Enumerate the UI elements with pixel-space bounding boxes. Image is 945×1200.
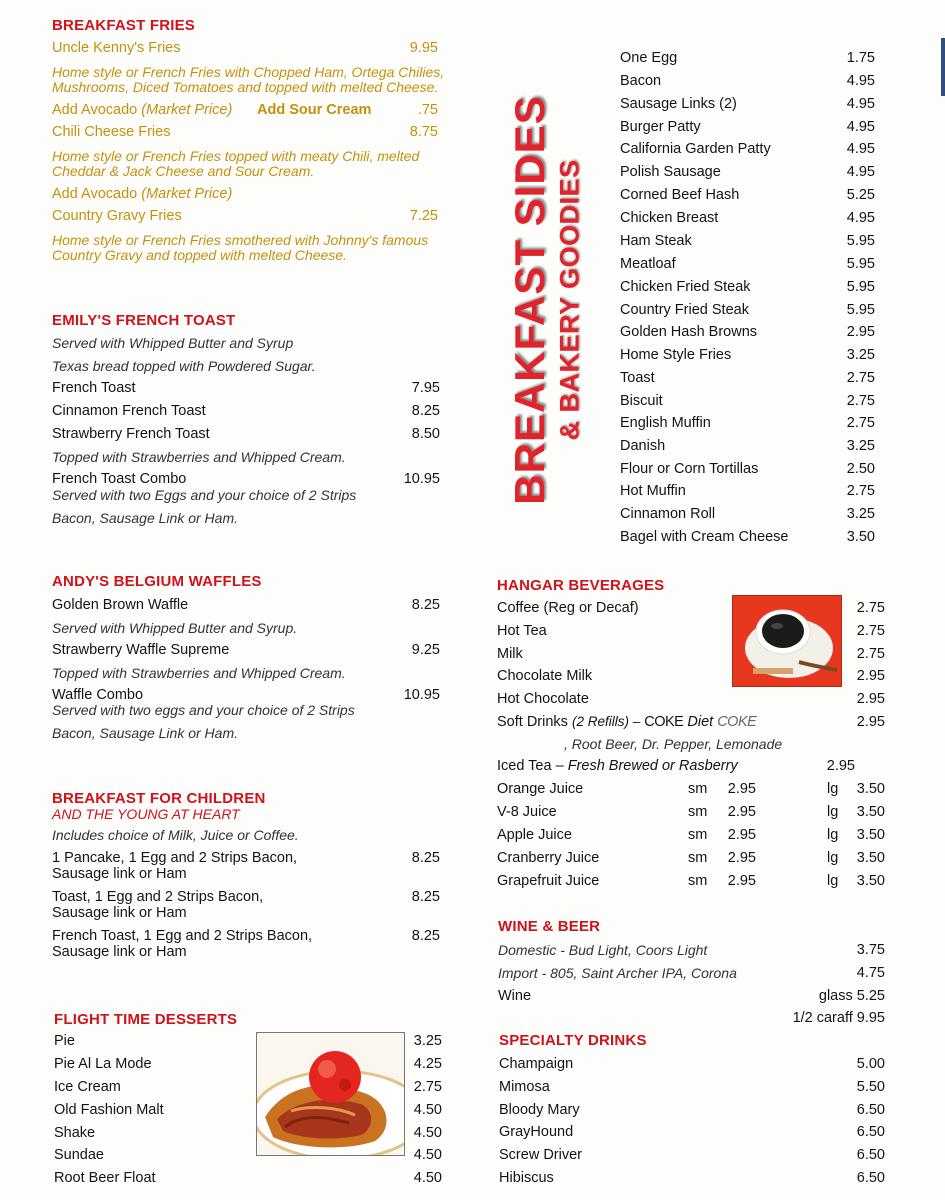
dessert-pie-price: 3.25: [413, 1033, 442, 1049]
children-item-3-line1: French Toast, 1 Egg and 2 Strips Bacon,: [52, 928, 313, 944]
juice-cranberry-lg-label: lg: [827, 850, 839, 866]
side-ham-steak-price: 5.95: [846, 233, 875, 249]
french-toast-combo-name: French Toast Combo: [52, 471, 187, 487]
juice-apple-sm-price: 2.95: [727, 827, 756, 843]
french-toast-combo-desc-1: Served with two Eggs and your choice of 2 Strips: [52, 487, 357, 503]
add-avocado-label-2: Add Avocado: [52, 186, 138, 202]
specialty-champaign-name: Champaign: [499, 1056, 574, 1072]
strawberry-french-toast-desc: Topped with Strawberries and Whipped Cream.: [52, 449, 346, 465]
children-item-2-line1: Toast, 1 Egg and 2 Strips Bacon,: [52, 889, 264, 905]
juice-apple-sm-label: sm: [688, 827, 708, 843]
specialty-bloody-mary-name: Bloody Mary: [499, 1102, 580, 1118]
waffle-combo-price: 10.95: [403, 687, 440, 703]
side-ham-steak-name: Ham Steak: [620, 233, 692, 249]
side-corned-beef-hash-price: 5.25: [846, 187, 875, 203]
french-toast-combo-price: 10.95: [403, 471, 440, 487]
children-item-3-line2: Sausage link or Ham: [52, 944, 187, 960]
pie-photo-image: [257, 1033, 404, 1155]
country-gravy-fries-desc-2: Country Gravy and topped with melted Cheese.: [52, 247, 347, 263]
golden-brown-waffle-name: Golden Brown Waffle: [52, 597, 189, 613]
bev-hot-tea-price: 2.75: [856, 623, 885, 639]
bev-soft-drinks-more: , Root Beer, Dr. Pepper, Lemonade: [564, 736, 783, 752]
children-item-3-price: 8.25: [411, 928, 440, 944]
specialty-mimosa-price: 5.50: [856, 1079, 885, 1095]
side-tortillas-price: 2.50: [846, 461, 875, 477]
dessert-sundae-price: 4.50: [413, 1147, 442, 1163]
side-polish-sausage-name: Polish Sausage: [620, 164, 721, 180]
bev-iced-tea-row: [497, 758, 738, 774]
dessert-root-beer-float-price: 4.50: [413, 1170, 442, 1186]
juice-orange-lg-label: lg: [827, 781, 839, 797]
breakfast-sides-title: BREAKFAST SIDES: [506, 95, 553, 505]
side-english-muffin-name: English Muffin: [620, 415, 711, 431]
side-burger-patty-price: 4.95: [846, 119, 875, 135]
dessert-shake-name: Shake: [54, 1125, 96, 1141]
bev-chocolate-milk-price: 2.95: [856, 668, 885, 684]
add-avocado-label: Add Avocado: [52, 102, 138, 118]
chili-cheese-fries-desc-1: Home style or French Fries topped with meaty Chili, melted: [52, 148, 420, 164]
strawberry-waffle-supreme-price: 9.25: [411, 642, 440, 658]
waffle-combo-desc-1: Served with two eggs and your choice of 2 Strips: [52, 702, 355, 718]
strawberry-waffle-supreme-desc: Topped with Strawberries and Whipped Cream.: [52, 665, 346, 681]
bakery-goodies-title: & BAKERY GOODIES: [554, 159, 585, 441]
dessert-pie-a-la-mode-name: Pie Al La Mode: [54, 1056, 152, 1072]
uncle-kennys-fries-desc-1: Home style or French Fries with Chopped Ham, Ortega Chilies,: [52, 64, 445, 80]
side-burger-patty-name: Burger Patty: [620, 119, 701, 135]
dessert-shake-price: 4.50: [413, 1125, 442, 1141]
uncle-kennys-fries-name: Uncle Kenny's Fries: [52, 40, 181, 56]
juice-orange-sm-price: 2.95: [727, 781, 756, 797]
children-item-1-line1: 1 Pancake, 1 Egg and 2 Strips Bacon,: [52, 850, 298, 866]
side-biscuit-price: 2.75: [846, 393, 875, 409]
bev-coke-label: COKE: [644, 714, 684, 730]
specialty-screw-driver-price: 6.50: [856, 1147, 885, 1163]
side-sausage-links-name: Sausage Links (2): [620, 96, 737, 112]
dessert-sundae-name: Sundae: [54, 1147, 104, 1163]
bev-coffee-name: Coffee (Reg or Decaf): [497, 600, 639, 616]
children-subheading: AND THE YOUNG AT HEART: [52, 806, 240, 822]
add-avocado-row: [52, 102, 232, 118]
strawberry-waffle-supreme-name: Strawberry Waffle Supreme: [52, 642, 230, 658]
wine-caraff-price: 1/2 caraff 9.95: [792, 1010, 885, 1026]
side-toast-name: Toast: [620, 370, 655, 386]
pie-a-la-mode-photo: [256, 1032, 405, 1156]
specialty-grayhound-name: GrayHound: [499, 1124, 574, 1140]
juice-grapefruit-sm-price: 2.95: [727, 873, 756, 889]
juice-cranberry-name: Cranberry Juice: [497, 850, 600, 866]
children-heading: BREAKFAST FOR CHILDREN: [52, 790, 266, 807]
coffee-cup-photo: [732, 595, 842, 687]
side-chicken-breast-name: Chicken Breast: [620, 210, 719, 226]
country-gravy-fries-desc-1: Home style or French Fries smothered with Johnny's famous: [52, 232, 429, 248]
dessert-ice-cream-price: 2.75: [413, 1079, 442, 1095]
juice-cranberry-sm-label: sm: [688, 850, 708, 866]
juice-orange-sm-label: sm: [688, 781, 708, 797]
wine-domestic-price: 3.75: [856, 942, 885, 958]
side-country-fried-steak-price: 5.95: [846, 302, 875, 318]
side-hot-muffin-price: 2.75: [846, 483, 875, 499]
chili-cheese-fries-price: 8.75: [409, 124, 438, 140]
specialty-hibiscus-name: Hibiscus: [499, 1170, 554, 1186]
bev-chocolate-milk-name: Chocolate Milk: [497, 668, 593, 684]
side-home-style-fries-price: 3.25: [846, 347, 875, 363]
side-danish-name: Danish: [620, 438, 666, 454]
french-toast-item-price: 7.95: [411, 380, 440, 396]
bev-iced-tea-desc: Fresh Brewed or Rasberry: [567, 758, 738, 774]
golden-brown-waffle-desc: Served with Whipped Butter and Syrup.: [52, 620, 298, 636]
country-gravy-fries-name: Country Gravy Fries: [52, 208, 182, 224]
juice-orange-lg-price: 3.50: [856, 781, 885, 797]
juice-v8-sm-label: sm: [688, 804, 708, 820]
french-toast-item-name: French Toast: [52, 380, 136, 396]
chili-cheese-fries-desc-2: Cheddar & Jack Cheese and Sour Cream.: [52, 163, 315, 179]
wine-import-price: 4.75: [856, 965, 885, 981]
side-bagel-name: Bagel with Cream Cheese: [620, 529, 789, 545]
children-item-2-price: 8.25: [411, 889, 440, 905]
side-bagel-price: 3.50: [846, 529, 875, 545]
page-edge-strip: [941, 38, 945, 96]
bev-iced-tea-price: 2.95: [826, 758, 855, 774]
side-toast-price: 2.75: [846, 370, 875, 386]
bev-hot-chocolate-name: Hot Chocolate: [497, 691, 589, 707]
side-golden-hash-browns-name: Golden Hash Browns: [620, 324, 758, 340]
add-sour-cream-price: .75: [417, 102, 438, 118]
side-chicken-fried-steak-name: Chicken Fried Steak: [620, 279, 751, 295]
side-english-muffin-price: 2.75: [846, 415, 875, 431]
side-home-style-fries-name: Home Style Fries: [620, 347, 732, 363]
dessert-malt-name: Old Fashion Malt: [54, 1102, 164, 1118]
side-one-egg-name: One Egg: [620, 50, 678, 66]
cinnamon-french-toast-price: 8.25: [411, 403, 440, 419]
side-california-patty-price: 4.95: [846, 141, 875, 157]
specialty-grayhound-price: 6.50: [856, 1124, 885, 1140]
bev-soft-drinks-row: [497, 714, 756, 730]
wine-import-label: Import - 805, Saint Archer IPA, Corona: [498, 965, 737, 981]
beverages-heading: HANGAR BEVERAGES: [497, 577, 665, 594]
french-toast-desc-2: Texas bread topped with Powdered Sugar.: [52, 358, 316, 374]
french-toast-desc-1: Served with Whipped Butter and Syrup: [52, 335, 294, 351]
side-bacon-price: 4.95: [846, 73, 875, 89]
children-item-2-line2: Sausage link or Ham: [52, 905, 187, 921]
juice-v8-name: V-8 Juice: [497, 804, 557, 820]
breakfast-fries-heading: BREAKFAST FRIES: [52, 17, 196, 34]
juice-cranberry-lg-price: 3.50: [856, 850, 885, 866]
side-one-egg-price: 1.75: [846, 50, 875, 66]
juice-orange-name: Orange Juice: [497, 781, 584, 797]
side-bacon-name: Bacon: [620, 73, 662, 89]
french-toast-heading: EMILY'S FRENCH TOAST: [52, 312, 236, 329]
dessert-pie-a-la-mode-price: 4.25: [413, 1056, 442, 1072]
wine-domestic-label: Domestic - Bud Light, Coors Light: [498, 942, 708, 958]
juice-v8-sm-price: 2.95: [727, 804, 756, 820]
side-chicken-fried-steak-price: 5.95: [846, 279, 875, 295]
side-cinnamon-roll-price: 3.25: [846, 506, 875, 522]
uncle-kennys-fries-desc-2: Mushrooms, Diced Tomatoes and topped with melted Cheese.: [52, 79, 439, 95]
wine-glass-price: glass 5.25: [818, 988, 885, 1004]
french-toast-combo-desc-2: Bacon, Sausage Link or Ham.: [52, 510, 238, 526]
specialty-drinks-heading: SPECIALTY DRINKS: [499, 1032, 647, 1049]
side-sausage-links-price: 4.95: [846, 96, 875, 112]
bev-coffee-price: 2.75: [856, 600, 885, 616]
juice-cranberry-sm-price: 2.95: [727, 850, 756, 866]
juice-v8-lg-label: lg: [827, 804, 839, 820]
side-country-fried-steak-name: Country Fried Steak: [620, 302, 749, 318]
strawberry-french-toast-name: Strawberry French Toast: [52, 426, 210, 442]
specialty-champaign-price: 5.00: [856, 1056, 885, 1072]
juice-grapefruit-lg-label: lg: [827, 873, 839, 889]
side-meatloaf-name: Meatloaf: [620, 256, 676, 272]
side-polish-sausage-price: 4.95: [846, 164, 875, 180]
add-avocado-note-2: (Market Price): [141, 186, 233, 202]
children-item-1-price: 8.25: [411, 850, 440, 866]
side-california-patty-name: California Garden Patty: [620, 141, 771, 157]
side-biscuit-name: Biscuit: [620, 393, 663, 409]
children-item-1-line2: Sausage link or Ham: [52, 866, 187, 882]
bev-soft-drinks-refills: (2 Refills) –: [571, 714, 641, 729]
juice-grapefruit-lg-price: 3.50: [856, 873, 885, 889]
side-meatloaf-price: 5.95: [846, 256, 875, 272]
juice-grapefruit-sm-label: sm: [688, 873, 708, 889]
wine-beer-heading: WINE & BEER: [498, 918, 601, 935]
waffle-combo-desc-2: Bacon, Sausage Link or Ham.: [52, 725, 238, 741]
waffle-combo-name: Waffle Combo: [52, 687, 144, 703]
dessert-malt-price: 4.50: [413, 1102, 442, 1118]
bev-hot-tea-name: Hot Tea: [497, 623, 547, 639]
uncle-kennys-fries-price: 9.95: [409, 40, 438, 56]
side-corned-beef-hash-name: Corned Beef Hash: [620, 187, 740, 203]
add-avocado-note: (Market Price): [141, 102, 233, 118]
desserts-heading: FLIGHT TIME DESSERTS: [54, 1011, 238, 1028]
specialty-mimosa-name: Mimosa: [499, 1079, 550, 1095]
add-sour-cream-label: Add Sour Cream: [257, 102, 372, 118]
cinnamon-french-toast-name: Cinnamon French Toast: [52, 403, 206, 419]
specialty-hibiscus-price: 6.50: [856, 1170, 885, 1186]
dessert-pie-name: Pie: [54, 1033, 75, 1049]
side-danish-price: 3.25: [846, 438, 875, 454]
specialty-bloody-mary-price: 6.50: [856, 1102, 885, 1118]
side-chicken-breast-price: 4.95: [846, 210, 875, 226]
bev-soft-drinks-name: Soft Drinks: [497, 714, 568, 730]
juice-apple-name: Apple Juice: [497, 827, 572, 843]
bev-iced-tea-name: Iced Tea –: [497, 758, 564, 774]
waffles-heading: ANDY'S BELGIUM WAFFLES: [52, 573, 262, 590]
side-tortillas-name: Flour or Corn Tortillas: [620, 461, 759, 477]
bev-milk-price: 2.75: [856, 646, 885, 662]
dessert-root-beer-float-name: Root Beer Float: [54, 1170, 156, 1186]
strawberry-french-toast-price: 8.50: [411, 426, 440, 442]
specialty-screw-driver-name: Screw Driver: [499, 1147, 582, 1163]
bev-milk-name: Milk: [497, 646, 523, 662]
add-avocado-row-2: [52, 186, 232, 202]
side-cinnamon-roll-name: Cinnamon Roll: [620, 506, 716, 522]
chili-cheese-fries-name: Chili Cheese Fries: [52, 124, 171, 140]
bev-hot-chocolate-price: 2.95: [856, 691, 885, 707]
juice-grapefruit-name: Grapefruit Juice: [497, 873, 600, 889]
juice-apple-lg-price: 3.50: [856, 827, 885, 843]
country-gravy-fries-price: 7.25: [409, 208, 438, 224]
wine-name: Wine: [498, 988, 532, 1004]
juice-v8-lg-price: 3.50: [856, 804, 885, 820]
children-desc: Includes choice of Milk, Juice or Coffee.: [52, 827, 299, 843]
side-hot-muffin-name: Hot Muffin: [620, 483, 686, 499]
side-golden-hash-browns-price: 2.95: [846, 324, 875, 340]
bev-soft-drinks-price: 2.95: [856, 714, 885, 730]
coffee-cup-image: [733, 596, 841, 686]
bev-diet-coke-label: COKE: [717, 714, 757, 730]
dessert-ice-cream-name: Ice Cream: [54, 1079, 121, 1095]
juice-apple-lg-label: lg: [827, 827, 839, 843]
golden-brown-waffle-price: 8.25: [411, 597, 440, 613]
bev-diet-label: Diet: [687, 714, 714, 730]
